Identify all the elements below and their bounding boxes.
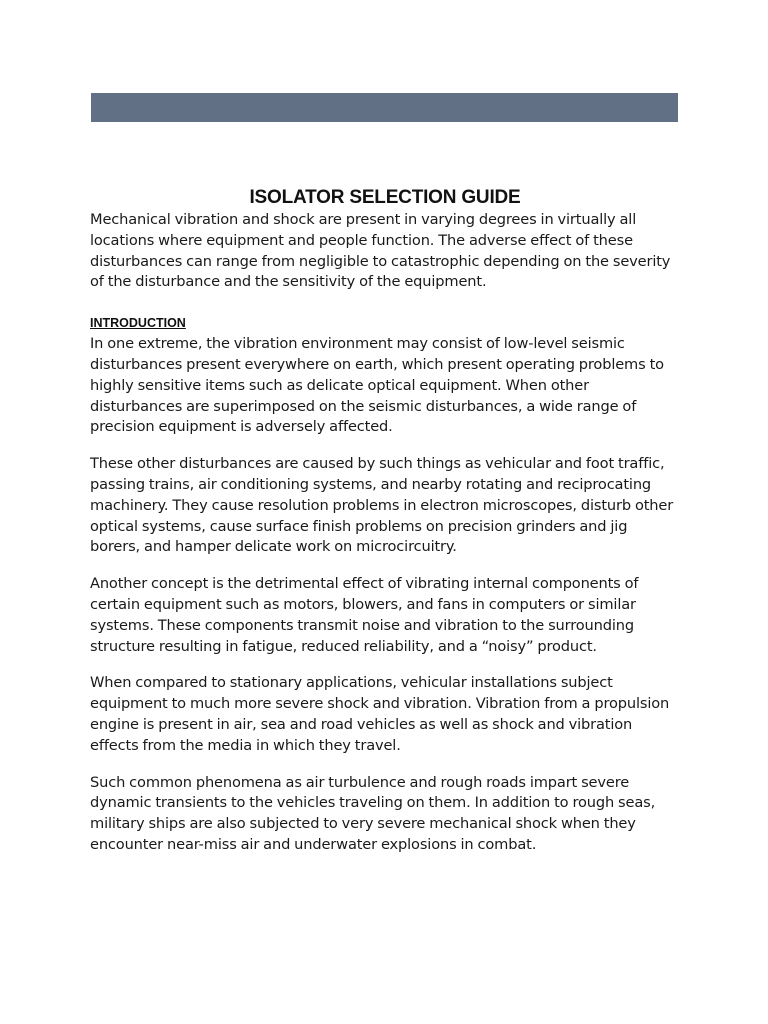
body-paragraph: These other disturbances are caused by such things as vehicular and foot traffic, passing trains, air conditioning systems, and nearby rotating and reciprocating machinery. They cause resolution problems in electron microscopes, disturb other optical systems, cause surface finish problems on precision grinders and jig borers, and hamper delicate work on microcircuitry. bbox=[90, 455, 674, 556]
document-body bbox=[90, 186, 680, 856]
body-paragraph: When compared to stationary applications, vehicular installations subject equipment to much more severe shock and vibration. Vibration from a propulsion engine is present in air, sea and road vehicles as well as shock and vibration effects from the media in which they travel. bbox=[90, 674, 670, 754]
header-band bbox=[91, 93, 678, 122]
body-paragraph: Another concept is the detrimental effect of vibrating internal components of certain equipment such as motors, blowers, and fans in computers or similar systems. These components transmit noise and vibration to the surrounding structure resulting in fatigue, reduced reliability, and a “noisy” product. bbox=[90, 575, 639, 655]
document-title: ISOLATOR SELECTION GUIDE bbox=[249, 187, 521, 208]
body-paragraph: Such common phenomena as air turbulence and rough roads impart severe dynamic transients to the vehicles traveling on them. In addition to rough seas, military ships are also subjected to very severe mechanical shock when they encounter near-miss air and underwater explosions in combat. bbox=[90, 773, 656, 853]
intro-paragraph: Mechanical vibration and shock are present in varying degrees in virtually all locations where equipment and people function. The adverse effect of these disturbances can range from negligible to catastrophic depending on the severity of the disturbance and the sensitivity of the equipment. bbox=[90, 211, 671, 291]
section-heading-introduction: INTRODUCTION bbox=[90, 316, 186, 331]
body-paragraph: In one extreme, the vibration environment may consist of low-level seismic disturbances present everywhere on earth, which present operating problems to highly sensitive items such as delicate optical equipment. When other disturbances are superimposed on the seismic disturbances, a wide range of precision equipment is adversely affected. bbox=[90, 335, 664, 436]
